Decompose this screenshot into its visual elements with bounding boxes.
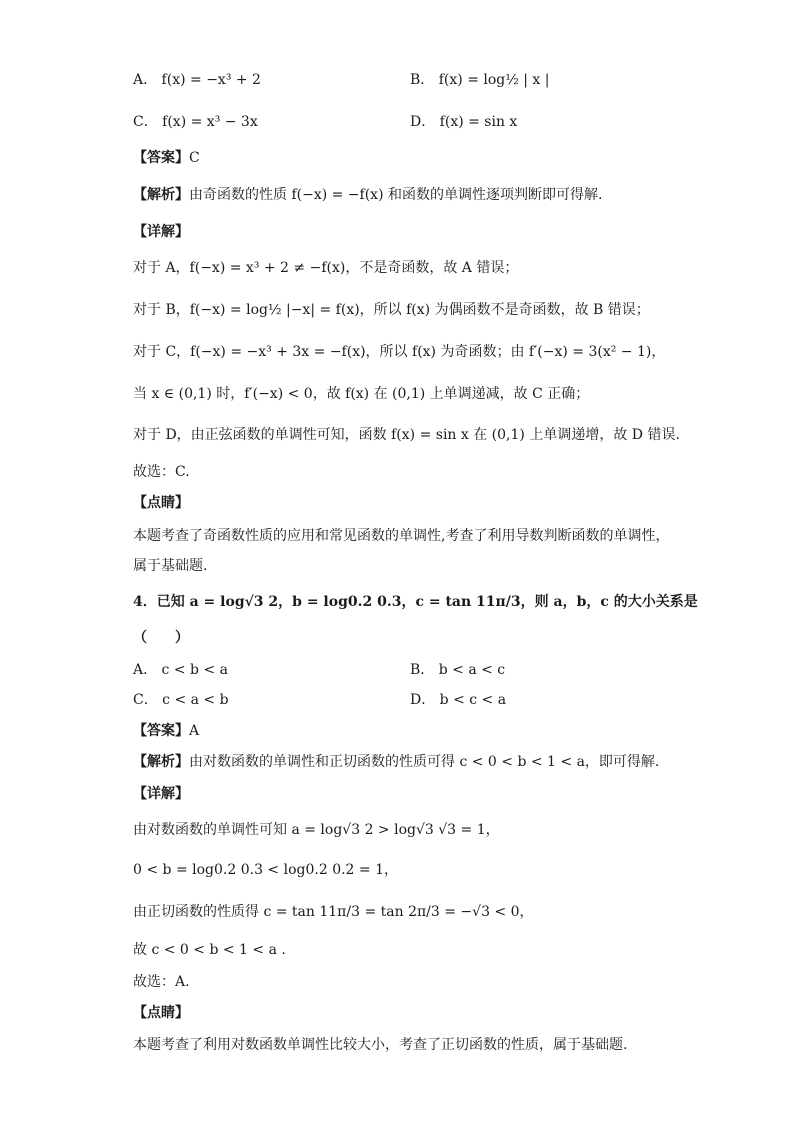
q3-detail-line: 当 x ∈ (0,1) 时，f′(−x) < 0，故 f(x) 在 (0,1) 上单调递减，故 C 正确； [133,386,590,402]
answer-label: 【答案】 [133,723,189,739]
q4-comment-line: 本题考查了利用对数函数单调性比较大小，考查了正切函数的性质，属于基础题. [133,1037,628,1053]
q4-detail-line: 由对数函数的单调性可知 a = log√3 2 > log√3 √3 = 1， [133,822,500,838]
q4-analysis-text: 由对数函数的单调性和正切函数的性质可得 c < 0 < b < 1 < a，即可得解. [189,754,660,770]
q3-option-b: B． f(x) = log½ | x | [410,72,550,88]
q4-detail-line: 0 < b = log0.2 0.3 < log0.2 0.2 = 1， [133,862,398,878]
q3-option-a: A． f(x) = −x³ + 2 [133,72,261,88]
q4-stem: 4．已知 a = log√3 2，b = log0.2 0.3，c = tan 11π/3，则 a，b，c 的大小关系是 [133,594,698,610]
q4-answer-line [133,721,199,741]
q3-detail-label: 【详解】 [133,224,189,240]
q4-option-c: C． c < a < b [133,692,229,708]
q4-answer-value: A [189,723,200,739]
q4-option-d: D． b < c < a [410,692,507,708]
q3-analysis-text: 由奇函数的性质 f(−x) = −f(x) 和函数的单调性逐项判断即可得解. [189,187,603,203]
analysis-label: 【解析】 [133,754,189,770]
q3-answer-line [133,148,200,168]
q3-option-c: C． f(x) = x³ − 3x [133,114,258,130]
q3-option-d: D． f(x) = sin x [410,114,518,130]
q3-detail-line: 故选：C. [133,464,190,480]
q4-detail-label: 【详解】 [133,786,189,802]
q4-comment-label: 【点睛】 [133,1005,189,1021]
q3-answer-value: C [189,150,200,166]
q4-option-b: B． b < a < c [410,662,506,678]
q3-detail-line: 对于 A，f(−x) = x³ + 2 ≠ −f(x)，不是奇函数，故 A 错误； [133,260,519,276]
q3-detail-line: 对于 D，由正弦函数的单调性可知，函数 f(x) = sin x 在 (0,1) 上单调递增，故 D 错误. [133,427,680,443]
q4-analysis-line [133,752,659,772]
q4-detail-line: 故 c < 0 < b < 1 < a . [133,942,286,958]
q3-analysis-line [133,185,602,205]
q3-comment-line: 本题考查了奇函数性质的应用和常见函数的单调性,考查了利用导数判断函数的单调性， [133,528,670,544]
q4-paren: （ ） [133,630,189,646]
q3-comment-line: 属于基础题. [133,558,208,574]
q3-detail-line: 对于 C，f(−x) = −x³ + 3x = −f(x)，所以 f(x) 为奇函数；由 f′(−x) = 3(x² − 1)， [133,344,666,360]
q4-detail-line: 故选：A. [133,974,190,990]
q4-option-a: A． c < b < a [133,662,228,678]
q3-comment-label: 【点睛】 [133,495,189,511]
q3-detail-line: 对于 B，f(−x) = log½ |−x| = f(x)，所以 f(x) 为偶函数不是奇函数，故 B 错误； [133,302,650,318]
answer-label: 【答案】 [133,150,189,166]
analysis-label: 【解析】 [133,187,189,203]
q4-detail-line: 由正切函数的性质得 c = tan 11π/3 = tan 2π/3 = −√3 < 0， [133,904,534,920]
